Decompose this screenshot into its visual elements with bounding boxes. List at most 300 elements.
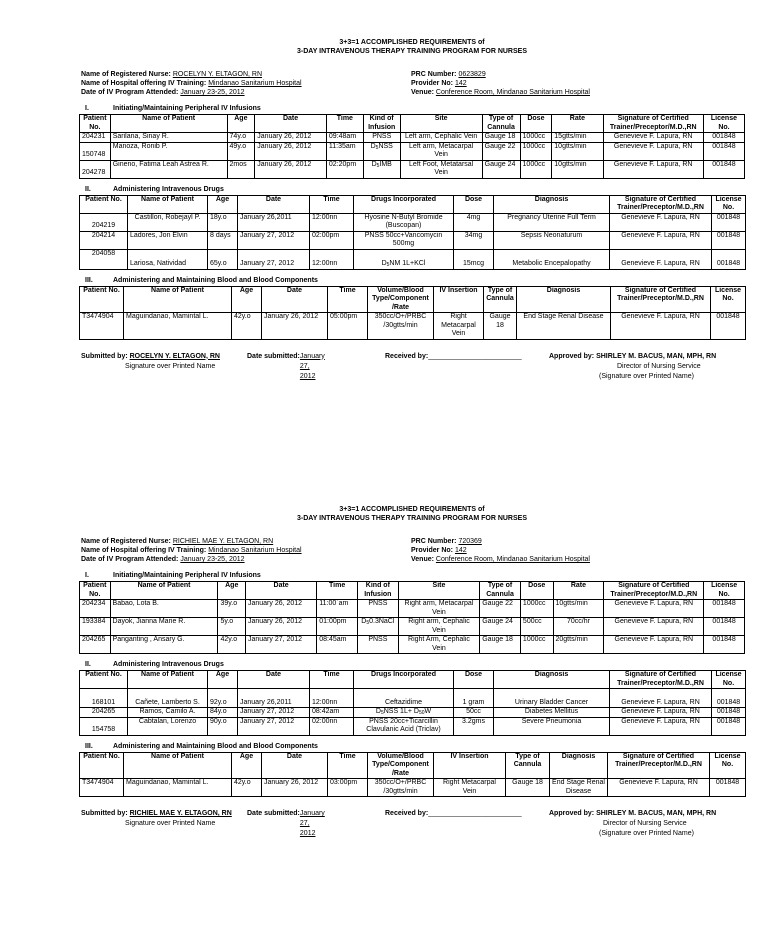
prc-number: 0623829 bbox=[458, 71, 486, 78]
cell-site: Right arm, Cephalic Vein bbox=[398, 618, 479, 636]
header-time: Time bbox=[317, 582, 358, 600]
cell-time: 08:42am bbox=[310, 708, 354, 718]
program-date-label: Date of IV Program Attended: bbox=[81, 556, 179, 563]
submitted-label: Submitted by: bbox=[81, 352, 128, 360]
cell-date: January 27, 2012 bbox=[238, 708, 310, 718]
approved-label: Approved by: bbox=[549, 810, 595, 817]
cell-date: January 26, 2012 bbox=[255, 160, 327, 178]
section-number: III. bbox=[85, 276, 93, 284]
cell-license: 001848 bbox=[711, 313, 746, 340]
table-row bbox=[80, 249, 746, 269]
table-row bbox=[80, 600, 745, 618]
approved-title: Director of Nursing Service bbox=[617, 362, 701, 370]
cell-patient-no: 168101 bbox=[80, 689, 128, 708]
header-dose: Dose bbox=[520, 582, 553, 600]
header-signature: Signature of Certified Trainer/Preceptor/M.D.,RN bbox=[610, 671, 712, 689]
cell-cannula: Gauge 18 bbox=[480, 636, 521, 654]
section-title: Administering and Maintaining Blood and Blood Components bbox=[113, 742, 318, 750]
cell-name: Babao, Lota B. bbox=[110, 600, 218, 618]
cell-patient-no: 204265 bbox=[80, 636, 111, 654]
cell-patient-no: 204231 bbox=[80, 133, 111, 143]
cell-name: Lariosa, Natividad bbox=[128, 249, 208, 269]
submitted-by: RICHIEL MAE Y. ELTAGON, RN bbox=[129, 810, 232, 817]
section-number: I. bbox=[85, 105, 89, 112]
hospital-name: Mindanao Sanitarium Hospital bbox=[208, 547, 302, 554]
cell-license: 001848 bbox=[703, 142, 744, 160]
cell-diagnosis: Urinary Bladder Cancer bbox=[494, 689, 610, 708]
cell-dose: 50cc bbox=[454, 708, 494, 718]
header-diagnosis: Diagnosis bbox=[494, 671, 610, 689]
section-number: III. bbox=[85, 742, 93, 750]
header-time: Time bbox=[326, 115, 363, 133]
cell-signature: Genevieve F. Lapura, RN bbox=[611, 313, 711, 340]
cell-dose: 4mg bbox=[454, 213, 494, 231]
cell-cannula: Gauge 18 bbox=[484, 313, 517, 340]
table-row bbox=[80, 313, 746, 340]
cell-dose: 3.2gms bbox=[454, 717, 494, 735]
cell-time: 12:00nn bbox=[310, 249, 354, 269]
provider-label: Provider No: bbox=[411, 547, 454, 554]
cell-name: Gineno, Fatima Leah Astrea R. bbox=[110, 160, 227, 178]
header-diagnosis: Diagnosis bbox=[550, 752, 608, 779]
header-time: Time bbox=[328, 752, 368, 779]
cell-time: 12:00nn bbox=[310, 213, 354, 231]
cell-volume: 350cc/O+/PRBC /30gtts/min bbox=[368, 313, 434, 340]
table-row bbox=[80, 142, 745, 160]
cell-time: 02:00nn bbox=[310, 717, 354, 735]
cell-cannula: Gauge 24 bbox=[480, 618, 521, 636]
header-dose: Dose bbox=[454, 195, 494, 213]
table-row bbox=[80, 717, 746, 735]
cell-diagnosis: Severe Pneumonia bbox=[494, 717, 610, 735]
section-title: Initiating/Maintaining Peripheral IV Infusions bbox=[113, 105, 261, 112]
cell-time: 11:35am bbox=[326, 142, 363, 160]
section-number: II. bbox=[85, 661, 91, 668]
venue-label: Venue: bbox=[411, 89, 434, 96]
cell-date: January 26, 2012 bbox=[262, 313, 328, 340]
header-rate: Rate bbox=[553, 582, 604, 600]
cell-signature: Genevieve F. Lapura, RN bbox=[610, 249, 712, 269]
cell-age: 42y.o bbox=[232, 779, 262, 797]
header-cannula: Type of Cannula bbox=[482, 115, 520, 133]
cell-name: Sarilana, Sinay R. bbox=[110, 133, 227, 143]
cell-signature: Genevieve F. Lapura, RN bbox=[610, 717, 712, 735]
cell-date: January 26, 2012 bbox=[255, 142, 327, 160]
cell-age: 5y.o bbox=[218, 618, 245, 636]
header-signature: Signature of Certified Trainer/Preceptor/M.D.,RN bbox=[608, 752, 710, 779]
cell-license: 001848 bbox=[712, 689, 746, 708]
signature-block bbox=[79, 809, 745, 839]
iv-infusion-table bbox=[79, 581, 745, 654]
header-age: Age bbox=[232, 286, 262, 313]
header-patient-no: Patient No. bbox=[80, 115, 111, 133]
header-cannula: Type of Cannula bbox=[480, 582, 521, 600]
cell-license: 001848 bbox=[703, 160, 744, 178]
cell-cannula: Gauge 22 bbox=[480, 600, 521, 618]
cell-age: 74y.o bbox=[227, 133, 255, 143]
header-date: Date bbox=[262, 286, 328, 313]
header-name: Name of Patient bbox=[124, 286, 232, 313]
header-diagnosis: Diagnosis bbox=[517, 286, 611, 313]
cell-time: 03:00pm bbox=[328, 779, 368, 797]
cell-time: 12:00nn bbox=[310, 689, 354, 708]
header-kind: Kind of Infusion bbox=[363, 115, 400, 133]
header-drugs: Drugs Incorporated bbox=[354, 195, 454, 213]
submitted-caption: Signature over Printed Name bbox=[125, 820, 216, 827]
cell-name: Cañete, Lamberto S. bbox=[128, 689, 208, 708]
cell-date: January 26,2011 bbox=[238, 689, 310, 708]
header-signature: Signature of Certified Trainer/Preceptor/M.D.,RN bbox=[611, 286, 711, 313]
cell-age: 49y.o bbox=[227, 142, 255, 160]
cell-patient-no: T3474904 bbox=[80, 313, 124, 340]
iv-infusion-table bbox=[79, 114, 745, 179]
cell-volume: 350cc/O+/PRBC /30gtts/min bbox=[368, 779, 434, 797]
cell-insertion: Right Metacarpal Vein bbox=[434, 313, 484, 340]
header-dose: Dose bbox=[454, 671, 494, 689]
cell-date: January 26, 2012 bbox=[245, 618, 316, 636]
section-1-heading bbox=[79, 104, 745, 113]
table-row bbox=[80, 689, 746, 708]
section-number: II. bbox=[85, 185, 91, 193]
hospital-label: Name of Hospital offering IV Training: bbox=[81, 547, 207, 554]
header-dose: Dose bbox=[520, 115, 552, 133]
cell-signature: Genevieve F. Lapura, RN bbox=[603, 133, 703, 143]
cell-dose: 1000cc bbox=[520, 142, 552, 160]
approved-caption: (Signature over Printed Name) bbox=[599, 372, 694, 380]
cell-patient-no: 150748 bbox=[80, 142, 111, 160]
accomplishment-form-1 bbox=[79, 38, 745, 382]
cell-signature: Genevieve F. Lapura, RN bbox=[604, 600, 704, 618]
received-label: Received by: bbox=[385, 352, 429, 360]
cell-dose: 1000cc bbox=[520, 600, 553, 618]
cell-name: Manoza, Ronib P. bbox=[110, 142, 227, 160]
cell-license: 001848 bbox=[712, 249, 746, 269]
section-2-heading bbox=[79, 185, 745, 194]
header-patient-no: Patient No. bbox=[80, 195, 128, 213]
hospital-label: Name of Hospital offering IV Training: bbox=[81, 80, 207, 87]
header-license: License No. bbox=[712, 195, 746, 213]
header-patient-no: Patient No. bbox=[80, 752, 124, 779]
cell-signature: Genevieve F. Lapura, RN bbox=[603, 160, 703, 178]
cell-insertion: Right Metacarpal Vein bbox=[434, 779, 506, 797]
cell-name: Maguindanao, Mamintal L. bbox=[124, 313, 232, 340]
cell-date: January 27, 2012 bbox=[245, 636, 316, 654]
cell-date: January 26, 2012 bbox=[245, 600, 316, 618]
cell-name: Panganting , Ansary G. bbox=[110, 636, 218, 654]
prc-number: 720369 bbox=[458, 538, 482, 545]
header-name: Name of Patient bbox=[124, 752, 232, 779]
cell-dose: 34mg bbox=[454, 231, 494, 249]
header-insertion: IV Insertion bbox=[434, 286, 484, 313]
cell-patient-no: 204058 bbox=[80, 249, 128, 269]
header-patient-no: Patient No. bbox=[80, 671, 128, 689]
cell-date: January 26, 2012 bbox=[262, 779, 328, 797]
cell-time: 09:48am bbox=[326, 133, 363, 143]
venue: Conference Room, Mindanao Sanitarium Hospital bbox=[435, 89, 590, 96]
cell-time: 08:45am bbox=[317, 636, 358, 654]
nurse-info bbox=[79, 537, 745, 565]
cell-time: 05:00pm bbox=[328, 313, 368, 340]
table-row bbox=[80, 636, 745, 654]
form-title-line-2: 3-DAY INTRAVENOUS THERAPY TRAINING PROGRAM FOR NURSES bbox=[297, 515, 527, 522]
table-row bbox=[80, 779, 746, 797]
cell-signature: Genevieve F. Lapura, RN bbox=[604, 636, 704, 654]
nurse-label: Name of Registered Nurse: bbox=[81, 538, 171, 545]
signature-block bbox=[79, 352, 745, 382]
cell-date: January 26,2011 bbox=[238, 213, 310, 231]
cell-diagnosis: Diabetes Mellitus bbox=[494, 708, 610, 718]
cell-signature: Genevieve F. Lapura, RN bbox=[610, 689, 712, 708]
cell-name: Dayok, Jianna Marie R. bbox=[110, 618, 218, 636]
cell-patient-no: 154758 bbox=[80, 717, 128, 735]
venue: Conference Room, Mindanao Sanitarium Hospital bbox=[435, 556, 590, 563]
cell-patient-no: T3474904 bbox=[80, 779, 124, 797]
cell-signature: Genevieve F. Lapura, RN bbox=[610, 213, 712, 231]
cell-time: 01:00pm bbox=[317, 618, 358, 636]
cell-license: 001848 bbox=[703, 133, 744, 143]
section-title: Administering Intravenous Drugs bbox=[113, 661, 224, 668]
cell-license: 001848 bbox=[704, 636, 745, 654]
date-submitted: January 27, 2012 bbox=[299, 352, 325, 380]
cell-license: 001848 bbox=[712, 708, 746, 718]
form-title-line-2: 3-DAY INTRAVENOUS THERAPY TRAINING PROGRAM FOR NURSES bbox=[297, 48, 527, 55]
cell-cannula: Gauge 22 bbox=[482, 142, 520, 160]
received-blank: ________________________ bbox=[428, 352, 522, 360]
header-diagnosis: Diagnosis bbox=[494, 195, 610, 213]
program-date-label: Date of IV Program Attended: bbox=[81, 89, 179, 96]
cell-age: 2mos bbox=[227, 160, 255, 178]
venue-label: Venue: bbox=[411, 556, 434, 563]
nurse-name: ROCELYN Y. ELTAGON, RN bbox=[172, 71, 263, 78]
cell-age: 8 days bbox=[208, 231, 238, 249]
blood-components-table bbox=[79, 752, 746, 798]
header-drugs: Drugs Incorporated bbox=[354, 671, 454, 689]
nurse-info bbox=[79, 70, 745, 98]
header-date: Date bbox=[262, 752, 328, 779]
header-volume: Volume/Blood Type/Component /Rate bbox=[368, 752, 434, 779]
cell-signature: Genevieve F. Lapura, RN bbox=[610, 231, 712, 249]
header-name: Name of Patient bbox=[128, 671, 208, 689]
cell-name: Cabtalan, Lorenzo bbox=[128, 717, 208, 735]
header-patient-no: Patient No. bbox=[80, 582, 111, 600]
cell-cannula: Gauge 18 bbox=[506, 779, 550, 797]
cell-dose: 500cc bbox=[520, 618, 553, 636]
header-date: Date bbox=[245, 582, 316, 600]
cell-license: 001848 bbox=[704, 618, 745, 636]
header-license: License No. bbox=[711, 286, 746, 313]
cell-age: 39y.o bbox=[218, 600, 245, 618]
header-signature: Signature of Certified Trainer/Preceptor/M.D.,RN bbox=[603, 115, 703, 133]
iv-drugs-table bbox=[79, 195, 746, 270]
header-age: Age bbox=[208, 671, 238, 689]
cell-site: Right arm, Metacarpal Vein bbox=[398, 600, 479, 618]
section-3-heading bbox=[79, 742, 745, 751]
cell-rate: 10gtts/min bbox=[553, 600, 604, 618]
header-signature: Signature of Certified Trainer/Preceptor/M.D.,RN bbox=[604, 582, 704, 600]
header-site: Site bbox=[398, 582, 479, 600]
date-submitted: January 27, 2012 bbox=[299, 810, 325, 837]
approved-title: Director of Nursing Service bbox=[603, 820, 687, 827]
cell-signature: Genevieve F. Lapura, RN bbox=[608, 779, 710, 797]
prc-label: PRC Number: bbox=[411, 71, 457, 78]
header-age: Age bbox=[218, 582, 245, 600]
header-time: Time bbox=[310, 195, 354, 213]
cell-site: Left arm, Metacarpal Vein bbox=[400, 142, 482, 160]
prc-label: PRC Number: bbox=[411, 538, 457, 545]
cell-age: 92y.o bbox=[208, 689, 238, 708]
cell-drugs: PNSS 50cc+Vancomycin 500mg bbox=[354, 231, 454, 249]
cell-name: Castillon, Robejayl P. bbox=[128, 213, 208, 231]
header-date: Date bbox=[255, 115, 327, 133]
section-title: Administering and Maintaining Blood and Blood Components bbox=[113, 276, 318, 284]
section-3-heading bbox=[79, 276, 745, 285]
cell-name: Ladores, Jon Elvin bbox=[128, 231, 208, 249]
cell-rate: 10gtts/min bbox=[552, 160, 603, 178]
section-1-heading bbox=[79, 571, 745, 580]
header-license: License No. bbox=[703, 115, 744, 133]
cell-diagnosis: Metabolic Encepalopathy bbox=[494, 249, 610, 269]
approved-by: SHIRLEY M. BACUS, MAN, MPH, RN bbox=[596, 810, 717, 817]
table-row bbox=[80, 231, 746, 249]
cell-name: Ramos, Camilo A. bbox=[128, 708, 208, 718]
cell-license: 001848 bbox=[704, 600, 745, 618]
header-name: Name of Patient bbox=[128, 195, 208, 213]
cell-site: Left arm, Cephalic Vein bbox=[400, 133, 482, 143]
cell-dose: 1 gram bbox=[454, 689, 494, 708]
cell-time: 11:00`am bbox=[317, 600, 358, 618]
header-rate: Rate bbox=[552, 115, 603, 133]
header-insertion: IV Insertion bbox=[434, 752, 506, 779]
provider-label: Provider No: bbox=[411, 80, 454, 87]
submitted-by: ROCELYN Y. ELTAGON, RN bbox=[129, 352, 220, 360]
cell-age: 90y.o bbox=[208, 717, 238, 735]
cell-time: 02:20pm bbox=[326, 160, 363, 178]
approved-label: Approved by: bbox=[549, 352, 595, 360]
cell-patient-no: 193384 bbox=[80, 618, 111, 636]
cell-age: 42y.o bbox=[218, 636, 245, 654]
section-number: I. bbox=[85, 572, 89, 579]
cell-rate: 15gtts/min bbox=[552, 133, 603, 143]
table-row bbox=[80, 708, 746, 718]
cell-license: 001848 bbox=[710, 779, 746, 797]
cell-dose: 1000cc bbox=[520, 636, 553, 654]
approved-by: SHIRLEY M. BACUS, MAN, MPH, RN bbox=[596, 352, 717, 360]
cell-kind: $D_5NSS$ bbox=[363, 142, 400, 160]
cell-kind: PNSS bbox=[357, 600, 398, 618]
nurse-label: Name of Registered Nurse: bbox=[81, 71, 171, 78]
provider-number: 142 bbox=[454, 80, 467, 87]
header-volume: Volume/Blood Type/Component /Rate bbox=[368, 286, 434, 313]
header-cannula: Type of Cannula bbox=[506, 752, 550, 779]
cell-age: 18y.o bbox=[208, 213, 238, 231]
section-title: Administering Intravenous Drugs bbox=[113, 185, 224, 193]
form-title-line-1: 3+3=1 ACCOMPLISHED REQUIREMENTS of bbox=[339, 506, 485, 513]
cell-date: January 27, 2012 bbox=[238, 231, 310, 249]
cell-rate: 70cc/hr bbox=[553, 618, 604, 636]
date-submitted-label: Date submitted: bbox=[247, 352, 300, 360]
cell-patient-no: 204219 bbox=[80, 213, 128, 231]
header-license: License No. bbox=[710, 752, 746, 779]
header-patient-no: Patient No. bbox=[80, 286, 124, 313]
table-row bbox=[80, 618, 745, 636]
cell-dose: 1000cc bbox=[520, 133, 552, 143]
header-age: Age bbox=[232, 752, 262, 779]
header-name: Name of Patient bbox=[110, 115, 227, 133]
cell-drugs: Ceftazidime bbox=[354, 689, 454, 708]
cell-drugs: PNSS 20cc+Ticarcillin Clavulanic Acid (Triclav) bbox=[354, 717, 454, 735]
cell-dose: 1000cc bbox=[520, 160, 552, 178]
date-submitted-label: Date submitted: bbox=[247, 810, 300, 817]
form-title-line-1: 3+3=1 ACCOMPLISHED REQUIREMENTS of bbox=[339, 39, 485, 46]
header-age: Age bbox=[227, 115, 255, 133]
program-date: January 23-25, 2012 bbox=[180, 556, 245, 563]
program-date: January 23-25, 2012 bbox=[180, 89, 245, 96]
blood-components-table bbox=[79, 286, 746, 340]
cell-cannula: Gauge 24 bbox=[482, 160, 520, 178]
header-license: License No. bbox=[712, 671, 746, 689]
cell-cannula: Gauge 18 bbox=[482, 133, 520, 143]
cell-signature: Genevieve F. Lapura, RN bbox=[603, 142, 703, 160]
cell-age: 65y.o bbox=[208, 249, 238, 269]
header-name: Name of Patient bbox=[110, 582, 218, 600]
cell-rate: 20gtts/min bbox=[553, 636, 604, 654]
iv-drugs-table bbox=[79, 670, 746, 736]
submitted-label: Submitted by: bbox=[81, 810, 128, 817]
section-title: Initiating/Maintaining Peripheral IV Infusions bbox=[113, 572, 261, 579]
cell-patient-no: 204234 bbox=[80, 600, 111, 618]
cell-license: 001848 bbox=[712, 717, 746, 735]
cell-date: January 26, 2012 bbox=[255, 133, 327, 143]
header-site: Site bbox=[400, 115, 482, 133]
header-age: Age bbox=[208, 195, 238, 213]
section-2-heading bbox=[79, 660, 745, 669]
header-time: Time bbox=[310, 671, 354, 689]
cell-rate: 10gtts/min bbox=[552, 142, 603, 160]
cell-license: 001848 bbox=[712, 213, 746, 231]
cell-dose: 15mcg bbox=[454, 249, 494, 269]
cell-date: January 27, 2012 bbox=[238, 249, 310, 269]
header-time: Time bbox=[328, 286, 368, 313]
cell-site: Right Arm, Cephalic Vein bbox=[398, 636, 479, 654]
cell-diagnosis: Pregnancy Uterine Full Term bbox=[494, 213, 610, 231]
cell-kind: $D_5IMB$ bbox=[363, 160, 400, 178]
cell-diagnosis: End Stage Renal Disease bbox=[550, 779, 608, 797]
accomplishment-form-2 bbox=[79, 505, 745, 839]
hospital-name: Mindanao Sanitarium Hospital bbox=[208, 80, 302, 87]
cell-signature: Genevieve F. Lapura, RN bbox=[610, 708, 712, 718]
cell-diagnosis: End Stage Renal Disease bbox=[517, 313, 611, 340]
nurse-name: RICHIEL MAE Y. ELTAGON, RN bbox=[172, 538, 274, 545]
cell-time: 02:00pm bbox=[310, 231, 354, 249]
cell-signature: Genevieve F. Lapura, RN bbox=[604, 618, 704, 636]
cell-drugs: Hyosine N-Butyl Bromide (Buscopan) bbox=[354, 213, 454, 231]
cell-age: 42y.o bbox=[232, 313, 262, 340]
cell-patient-no: 204278 bbox=[80, 160, 111, 178]
cell-patient-no: 204214 bbox=[80, 231, 128, 249]
cell-drugs: $D_5NM$ 1L+KCl bbox=[354, 249, 454, 269]
table-row bbox=[80, 160, 745, 178]
received-blank: ________________________ bbox=[428, 810, 522, 817]
header-license: License No. bbox=[704, 582, 745, 600]
header-cannula: Type of Cannula bbox=[484, 286, 517, 313]
cell-license: 001848 bbox=[712, 231, 746, 249]
cell-name: Maguindanao, Mamintal L. bbox=[124, 779, 232, 797]
table-row bbox=[80, 133, 745, 143]
cell-date: January 27, 2012 bbox=[238, 717, 310, 735]
received-label: Received by: bbox=[385, 810, 429, 817]
cell-site: Left Foot, Metatarsal Vein bbox=[400, 160, 482, 178]
header-date: Date bbox=[238, 195, 310, 213]
